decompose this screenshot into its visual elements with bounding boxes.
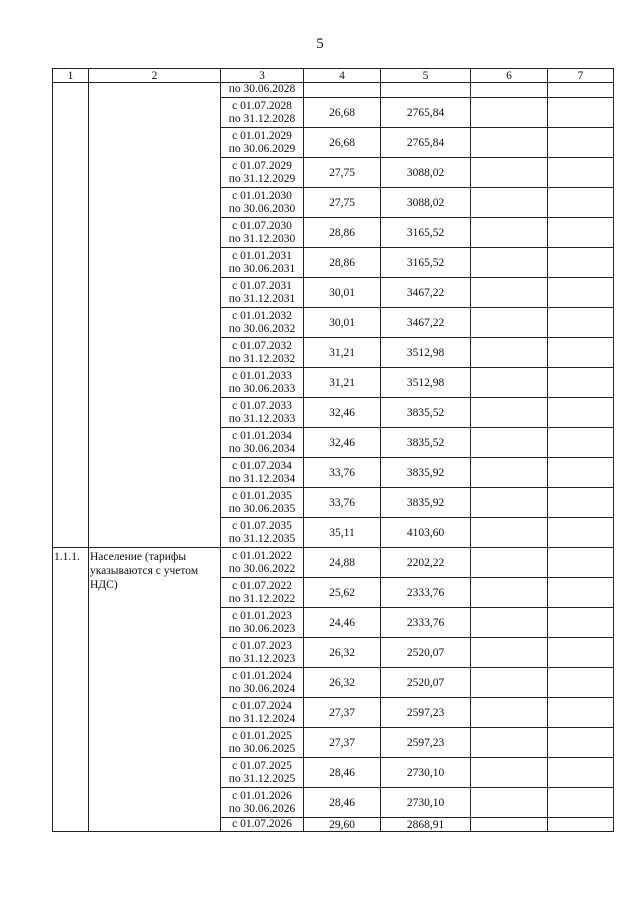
item-number-cell: [53, 83, 89, 548]
tariff-cell: [381, 83, 471, 98]
tariff-value: 2333,76: [406, 586, 445, 599]
empty-cell: [548, 248, 614, 278]
empty-cell: [471, 368, 548, 398]
tariff-value: 2730,10: [406, 796, 445, 809]
period-from: с 01.01.2024: [232, 669, 292, 682]
tariff-value: 32,46: [329, 406, 355, 419]
tariff-cell: [304, 548, 381, 578]
tariff-value: 2520,07: [406, 676, 445, 689]
tariff-value: 30,01: [329, 316, 355, 329]
tariff-value: 33,76: [329, 496, 355, 509]
period-from: с 01.07.2033: [232, 399, 292, 412]
period-to: по 30.06.2029: [228, 142, 296, 155]
empty-cell: [548, 278, 614, 308]
tariff-value: 3512,98: [406, 346, 445, 359]
empty-cell: [471, 698, 548, 728]
period-cell: [221, 578, 304, 608]
tariff-value: 3165,52: [406, 256, 445, 269]
period-cell: [221, 308, 304, 338]
tariff-value: 3835,52: [406, 436, 445, 449]
tariff-value: 28,86: [329, 226, 355, 239]
period-from: с 01.01.2025: [232, 729, 292, 742]
table-row: [53, 548, 614, 578]
tariff-value: 31,21: [329, 346, 355, 359]
tariff-cell: [381, 428, 471, 458]
period-from: с 01.07.2035: [232, 519, 292, 532]
tariff-cell: [381, 158, 471, 188]
empty-cell: [471, 188, 548, 218]
period-cell: [221, 698, 304, 728]
tariff-value: 3467,22: [406, 316, 445, 329]
column-header: 7: [548, 69, 614, 83]
period-from: с 01.07.2028: [232, 99, 292, 112]
empty-cell: [548, 128, 614, 158]
tariff-cell: [381, 608, 471, 638]
tariff-value: 2597,23: [406, 706, 445, 719]
period-to: по 31.12.2025: [228, 772, 296, 785]
period-cell: [221, 218, 304, 248]
period-from: с 01.01.2030: [232, 189, 292, 202]
period-from: с 01.01.2031: [232, 249, 292, 262]
period-to: по 31.12.2029: [228, 172, 296, 185]
tariff-cell: [381, 98, 471, 128]
empty-cell: [471, 83, 548, 98]
tariff-value: 3165,52: [406, 226, 445, 239]
period-from: с 01.01.2029: [232, 129, 292, 142]
item-name-cell: [89, 83, 221, 548]
tariff-value: 24,88: [329, 556, 355, 569]
empty-cell: [548, 338, 614, 368]
empty-cell: [548, 548, 614, 578]
tariff-value: 3088,02: [406, 166, 445, 179]
tariff-cell: [304, 698, 381, 728]
empty-cell: [548, 698, 614, 728]
group1-body: [53, 83, 614, 548]
period-cell: [221, 638, 304, 668]
period-cell: [221, 83, 304, 98]
tariff-cell: [304, 218, 381, 248]
tariff-value: 33,76: [329, 466, 355, 479]
empty-cell: [548, 98, 614, 128]
period-from: с 01.01.2035: [232, 489, 292, 502]
tariff-value: 3835,92: [406, 466, 445, 479]
empty-cell: [471, 758, 548, 788]
tariff-value: 31,21: [329, 376, 355, 389]
period-from: с 01.01.2032: [232, 309, 292, 322]
empty-cell: [548, 428, 614, 458]
empty-cell: [471, 218, 548, 248]
tariff-cell: [381, 188, 471, 218]
period-from: с 01.07.2026: [232, 818, 292, 830]
period-cell: [221, 398, 304, 428]
tariff-value: 35,11: [329, 526, 355, 539]
tariff-cell: [304, 608, 381, 638]
period-cell: [221, 608, 304, 638]
tariff-cell: [381, 818, 471, 832]
period-from: с 01.07.2034: [232, 459, 292, 472]
period-cell: [221, 368, 304, 398]
tariff-value: 2730,10: [406, 766, 445, 779]
empty-cell: [548, 578, 614, 608]
tariff-value: 26,68: [329, 136, 355, 149]
tariff-cell: [304, 188, 381, 218]
period-cell: [221, 98, 304, 128]
period-cell: [221, 818, 304, 832]
tariff-value: 3835,52: [406, 406, 445, 419]
column-header: 6: [471, 69, 548, 83]
tariff-cell: [304, 128, 381, 158]
tariff-cell: [304, 428, 381, 458]
tariff-cell: [304, 638, 381, 668]
tariff-value: 2868,91: [406, 818, 445, 831]
tariff-cell: [304, 518, 381, 548]
column-header: 4: [304, 69, 381, 83]
empty-cell: [471, 428, 548, 458]
tariff-cell: [304, 728, 381, 758]
column-header: 5: [381, 69, 471, 83]
period-to: по 30.06.2023: [228, 622, 296, 635]
period-to: по 30.06.2025: [228, 742, 296, 755]
period-to: по 31.12.2032: [228, 352, 296, 365]
tariff-value: 4103,60: [406, 526, 445, 539]
tariff-cell: [381, 128, 471, 158]
period-cell: [221, 158, 304, 188]
tariff-cell: [304, 338, 381, 368]
empty-cell: [471, 458, 548, 488]
tariff-cell: [381, 218, 471, 248]
tariff-value: 27,37: [329, 736, 355, 749]
period-from: с 01.07.2031: [232, 279, 292, 292]
period-to: по 30.06.2028: [228, 83, 296, 95]
tariff-value: 26,32: [329, 676, 355, 689]
tariff-value: 27,75: [329, 166, 355, 179]
tariff-cell: [381, 698, 471, 728]
period-from: с 01.07.2030: [232, 219, 292, 232]
tariff-cell: [304, 278, 381, 308]
period-from: с 01.01.2023: [232, 609, 292, 622]
period-cell: [221, 278, 304, 308]
empty-cell: [471, 158, 548, 188]
empty-cell: [471, 608, 548, 638]
empty-cell: [471, 398, 548, 428]
tariff-value: 3467,22: [406, 286, 445, 299]
empty-cell: [548, 458, 614, 488]
tariff-value: 3835,92: [406, 496, 445, 509]
period-cell: [221, 548, 304, 578]
empty-cell: [471, 98, 548, 128]
tariff-value: 3512,98: [406, 376, 445, 389]
tariff-cell: [381, 728, 471, 758]
tariff-cell: [381, 668, 471, 698]
tariff-cell: [381, 368, 471, 398]
period-from: с 01.01.2022: [232, 549, 292, 562]
column-header: 3: [221, 69, 304, 83]
empty-cell: [471, 818, 548, 832]
period-to: по 30.06.2033: [228, 382, 296, 395]
column-number-row: [53, 69, 614, 83]
period-from: с 01.07.2024: [232, 699, 292, 712]
period-to: по 30.06.2030: [228, 202, 296, 215]
empty-cell: [471, 548, 548, 578]
empty-cell: [471, 788, 548, 818]
period-to: по 30.06.2034: [228, 442, 296, 455]
period-from: с 01.07.2022: [232, 579, 292, 592]
tariff-cell: [381, 488, 471, 518]
period-to: по 31.12.2033: [228, 412, 296, 425]
empty-cell: [548, 518, 614, 548]
item-number-cell: [53, 548, 89, 832]
empty-cell: [471, 488, 548, 518]
period-to: по 31.12.2023: [228, 652, 296, 665]
period-to: по 31.12.2034: [228, 472, 296, 485]
empty-cell: [548, 308, 614, 338]
group2-body: [53, 548, 614, 832]
tariff-value: 24,46: [329, 616, 355, 629]
tariff-table: [52, 68, 614, 832]
period-from: с 01.07.2032: [232, 339, 292, 352]
tariff-value: 28,46: [329, 796, 355, 809]
tariff-cell: [304, 308, 381, 338]
period-cell: [221, 728, 304, 758]
empty-cell: [471, 308, 548, 338]
period-from: с 01.07.2023: [232, 639, 292, 652]
period-cell: [221, 488, 304, 518]
tariff-cell: [304, 83, 381, 98]
period-to: по 30.06.2022: [228, 562, 296, 575]
empty-cell: [548, 788, 614, 818]
tariff-cell: [381, 788, 471, 818]
period-to: по 30.06.2032: [228, 322, 296, 335]
period-to: по 30.06.2035: [228, 502, 296, 515]
tariff-cell: [381, 248, 471, 278]
period-cell: [221, 248, 304, 278]
tariff-value: 2597,23: [406, 736, 445, 749]
period-cell: [221, 668, 304, 698]
tariff-value: 26,68: [329, 106, 355, 119]
tariff-value: 27,75: [329, 196, 355, 209]
tariff-cell: [381, 758, 471, 788]
empty-cell: [548, 638, 614, 668]
item-number: 1.1.1.: [54, 551, 80, 563]
period-to: по 30.06.2031: [228, 262, 296, 275]
tariff-value: 2202,22: [406, 556, 445, 569]
empty-cell: [471, 728, 548, 758]
tariff-cell: [304, 458, 381, 488]
period-to: по 31.12.2028: [228, 112, 296, 125]
period-from: с 01.07.2025: [232, 759, 292, 772]
period-cell: [221, 128, 304, 158]
period-to: по 31.12.2022: [228, 592, 296, 605]
period-cell: [221, 188, 304, 218]
empty-cell: [548, 368, 614, 398]
period-from: с 01.01.2026: [232, 789, 292, 802]
period-to: по 31.12.2031: [228, 292, 296, 305]
tariff-cell: [381, 578, 471, 608]
tariff-cell: [381, 338, 471, 368]
empty-cell: [548, 158, 614, 188]
item-name: Население (тарифы указываются с учетом НДС): [90, 551, 199, 591]
period-to: по 30.06.2026: [228, 802, 296, 815]
empty-cell: [471, 338, 548, 368]
empty-cell: [471, 278, 548, 308]
tariff-value: 3088,02: [406, 196, 445, 209]
tariff-cell: [304, 668, 381, 698]
empty-cell: [548, 83, 614, 98]
tariff-cell: [381, 458, 471, 488]
empty-cell: [548, 488, 614, 518]
period-cell: [221, 338, 304, 368]
period-cell: [221, 758, 304, 788]
table-row: [53, 83, 614, 98]
empty-cell: [471, 668, 548, 698]
tariff-cell: [381, 278, 471, 308]
tariff-value: 32,46: [329, 436, 355, 449]
empty-cell: [471, 638, 548, 668]
tariff-cell: [304, 368, 381, 398]
empty-cell: [548, 668, 614, 698]
period-to: по 30.06.2024: [228, 682, 296, 695]
empty-cell: [471, 518, 548, 548]
tariff-cell: [381, 548, 471, 578]
period-cell: [221, 458, 304, 488]
empty-cell: [548, 188, 614, 218]
column-header: 1: [53, 69, 89, 83]
tariff-cell: [304, 578, 381, 608]
empty-cell: [548, 758, 614, 788]
empty-cell: [548, 398, 614, 428]
empty-cell: [548, 818, 614, 832]
empty-cell: [471, 128, 548, 158]
tariff-value: 27,37: [329, 706, 355, 719]
tariff-cell: [304, 158, 381, 188]
tariff-value: 26,32: [329, 646, 355, 659]
tariff-value: 2765,84: [406, 136, 445, 149]
tariff-value: 2765,84: [406, 106, 445, 119]
empty-cell: [548, 608, 614, 638]
empty-cell: [548, 218, 614, 248]
tariff-cell: [304, 248, 381, 278]
column-header: 2: [89, 69, 221, 83]
tariff-value: 29,60: [329, 818, 355, 831]
tariff-cell: [381, 308, 471, 338]
period-cell: [221, 428, 304, 458]
period-to: по 31.12.2030: [228, 232, 296, 245]
tariff-value: 28,46: [329, 766, 355, 779]
tariff-value: 28,86: [329, 256, 355, 269]
tariff-value: 2520,07: [406, 646, 445, 659]
tariff-cell: [304, 758, 381, 788]
tariff-cell: [381, 518, 471, 548]
tariff-cell: [304, 98, 381, 128]
empty-cell: [471, 248, 548, 278]
period-from: с 01.01.2034: [232, 429, 292, 442]
tariff-cell: [304, 488, 381, 518]
tariff-cell: [381, 398, 471, 428]
item-name-cell: [89, 548, 221, 832]
tariff-cell: [381, 638, 471, 668]
tariff-cell: [304, 818, 381, 832]
page-number: 5: [316, 36, 324, 52]
period-cell: [221, 518, 304, 548]
empty-cell: [548, 728, 614, 758]
tariff-value: 30,01: [329, 286, 355, 299]
tariff-cell: [304, 788, 381, 818]
tariff-value: 2333,76: [406, 616, 445, 629]
period-to: по 31.12.2024: [228, 712, 296, 725]
tariff-cell: [304, 398, 381, 428]
period-cell: [221, 788, 304, 818]
period-from: с 01.07.2029: [232, 159, 292, 172]
empty-cell: [471, 578, 548, 608]
tariff-value: 25,62: [329, 586, 355, 599]
period-to: по 31.12.2035: [228, 532, 296, 545]
period-from: с 01.01.2033: [232, 369, 292, 382]
